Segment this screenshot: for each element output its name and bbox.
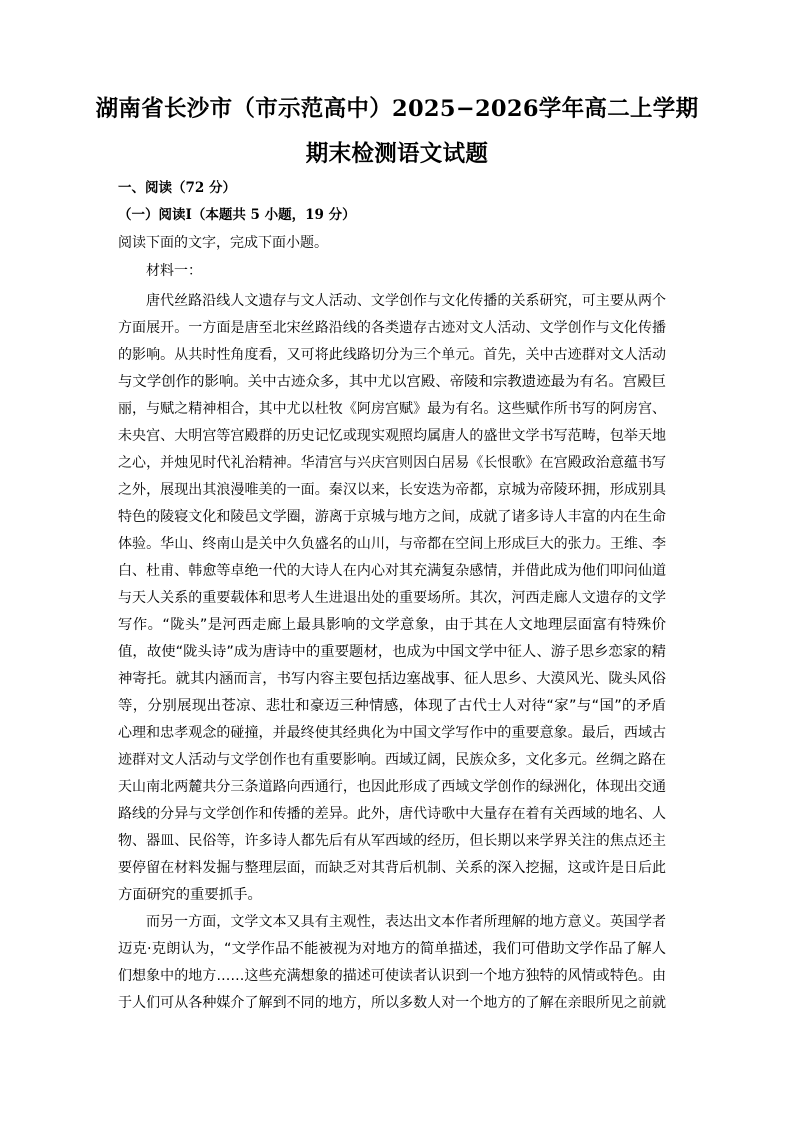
paragraph-line: 路线的分异与文学创作和传播的差异。此外，唐代诗歌中大量存在着有关西域的地名、人 — [118, 806, 666, 822]
paragraph-line: 之心，并烛见时代礼治精神。华清宫与兴庆宫则因白居易《长恨歌》在宫殿政治意蕴书写 — [118, 455, 666, 471]
paragraph-line: 心理和忠孝观念的碰撞，并最终使其经典化为中国文学写作中的重要意象。最后，西域古 — [118, 725, 666, 741]
paragraph-line: 丽，与赋之精神相合，其中尤以杜牧《阿房宫赋》最为有名。这些赋作所书写的阿房宫、 — [118, 401, 666, 417]
paragraph-line: 迹群对文人活动与文学创作也有重要影响。西域辽阔，民族众多，文化多元。丝绸之路在 — [118, 752, 666, 768]
paragraph-line: 与天人关系的重要载体和思考人生进退出处的重要场所。其次，河西走廊人文遗存的文学 — [118, 590, 666, 606]
paragraph-line: 而另一方面，文学文本又具有主观性，表达出文本作者所理解的地方意义。英国学者 — [146, 914, 666, 930]
material-label: 材料一： — [146, 263, 202, 279]
paragraph-line: 唐代丝路沿线人文遗存与文人活动、文学创作与文化传播的关系研究，可主要从两个 — [146, 293, 666, 309]
paragraph-line: 物、器皿、民俗等，许多诗人都先后有从军西域的经历，但长期以来学界关注的焦点还主 — [118, 833, 666, 849]
paragraph-line: 特色的陵寝文化和陵邑文学圈，游离于京城与地方之间，成就了诸多诗人丰富的内在生命 — [118, 509, 666, 525]
paragraph-line: 等，分别展现出苍凉、悲壮和豪迈三种情感，体现了古代士人对待“家”与“国”的矛盾 — [118, 698, 666, 714]
paragraph-line: 方面展开。一方面是唐至北宋丝路沿线的各类遗存古迹对文人活动、文学创作与文化传播 — [118, 320, 666, 336]
document-title-line-2: 期末检测语文试题 — [305, 141, 489, 167]
paragraph-line: 与文学创作的影响。关中古迹众多，其中尤以宫殿、帝陵和宗教遗迹最为有名。宫殿巨 — [118, 374, 666, 390]
paragraph-line: 未央宫、大明宫等宫殿群的历史记忆或现实观照均属唐人的盛世文学书写范畴，包举天地 — [118, 428, 666, 444]
document-title-line-1: 湖南省长沙市（市示范高中）2025−2026学年高二上学期 — [95, 96, 699, 122]
paragraph-line: 方面研究的重要抓手。 — [118, 887, 262, 903]
paragraph-line: 体验。华山、终南山是关中久负盛名的山川，与帝都在空间上形成巨大的张力。王维、李 — [118, 536, 666, 552]
paragraph-line: 们想象中的地方……这些充满想象的描述可使读者认识到一个地方独特的风情或特色。由 — [118, 968, 666, 984]
paragraph-line: 之外，展现出其浪漫唯美的一面。秦汉以来，长安迭为帝都，京城为帝陵环拥，形成别具 — [118, 482, 666, 498]
paragraph-line: 要停留在材料发掘与整理层面，而缺乏对其背后机制、关系的深入挖掘，这或许是日后此 — [118, 860, 666, 876]
section-heading: 一、阅读（72 分） — [118, 180, 236, 196]
paragraph-line: 天山南北两麓共分三条道路向西通行，也因此形成了西域文学创作的绿洲化，体现出交通 — [118, 779, 666, 795]
subsection-heading: （一）阅读Ⅰ（本题共 5 小题，19 分） — [118, 207, 356, 223]
paragraph-line: 的影响。从共时性角度看，又可将此线路切分为三个单元。首先，关中古迹群对文人活动 — [118, 347, 666, 363]
instruction-text: 阅读下面的文字，完成下面小题。 — [118, 235, 328, 251]
paragraph-line: 值，故使“陇头诗”成为唐诗中的重要题材，也成为中国文学中征人、游子思乡恋家的精 — [118, 644, 666, 660]
paragraph-line: 于人们可从各种媒介了解到不同的地方，所以多数人对一个地方的了解在亲眼所见之前就 — [118, 995, 666, 1011]
paragraph-line: 写作。“陇头”是河西走廊上最具影响的文学意象，由于其在人文地理层面富有特殊价 — [118, 617, 666, 633]
paragraph-line: 迈克·克朗认为，“文学作品不能被视为对地方的简单描述，我们可借助文学作品了解人 — [118, 941, 666, 957]
paragraph-line: 神寄托。就其内涵而言，书写内容主要包括边塞战事、征人思乡、大漠风光、陇头风俗 — [118, 671, 666, 687]
paragraph-line: 白、杜甫、韩愈等卓绝一代的大诗人在内心对其充满复杂感情，并借此成为他们叩问仙道 — [118, 563, 666, 579]
